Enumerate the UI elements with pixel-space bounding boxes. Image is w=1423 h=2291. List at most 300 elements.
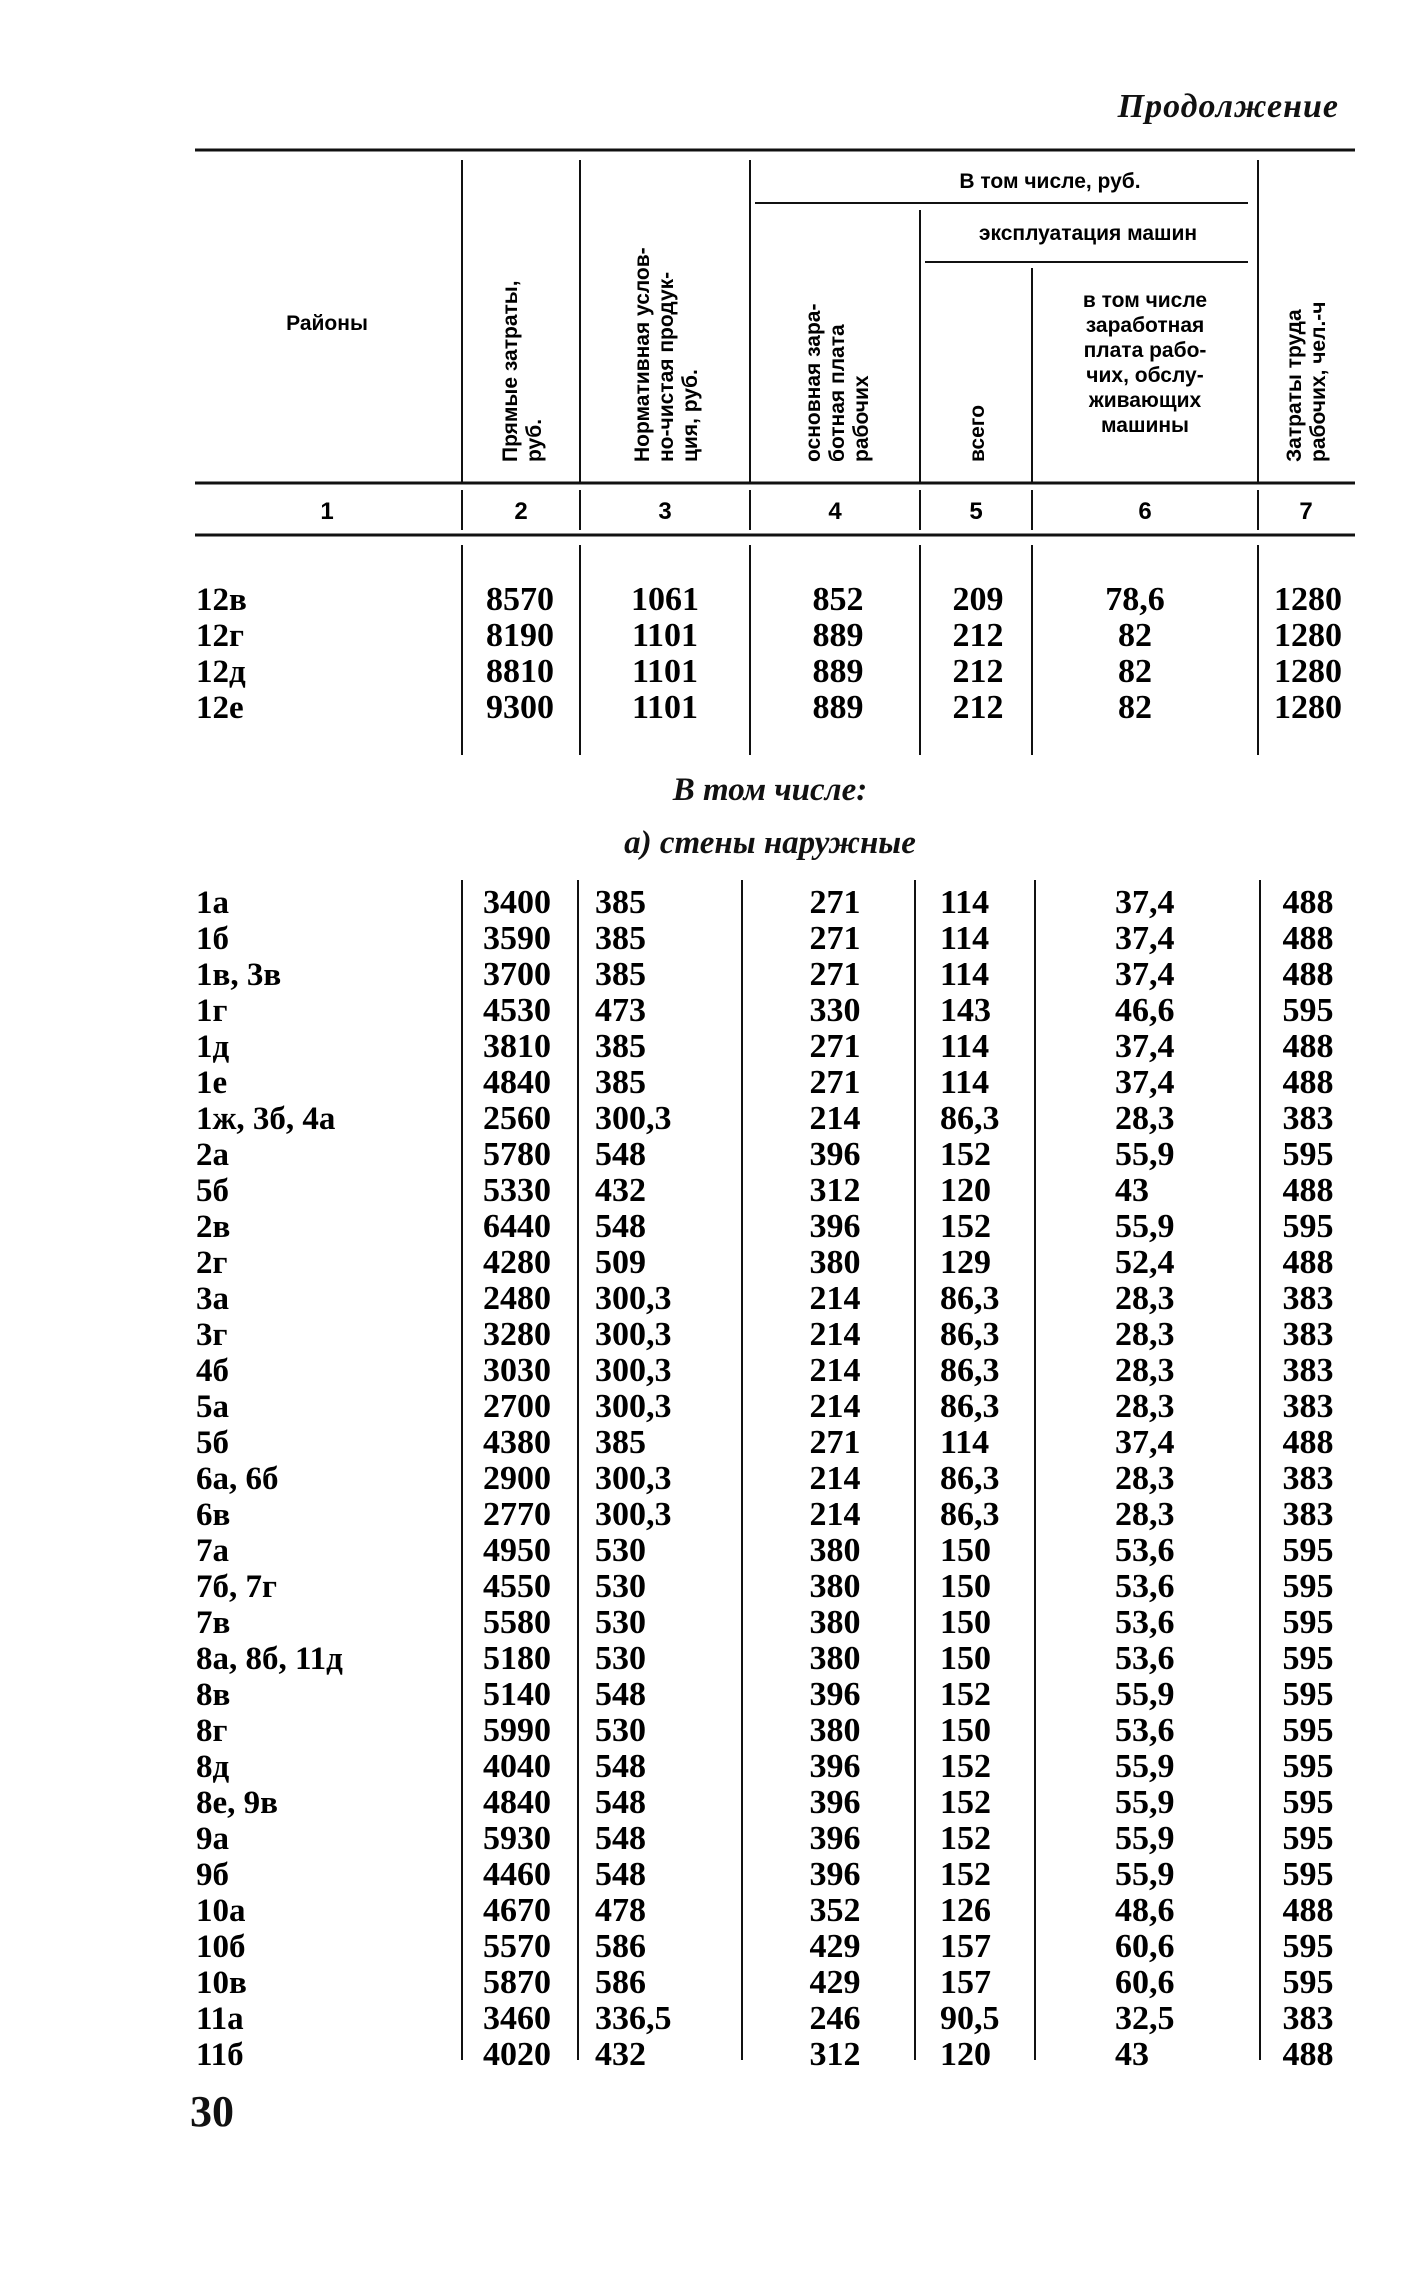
value-cell: 114 [940,956,990,993]
value-cell: 548 [595,1676,646,1713]
value-cell: 2700 [483,1388,551,1425]
walls-row [196,2036,1334,2073]
value-cell: 595 [1282,1676,1334,1713]
value-cell: 4550 [483,1568,551,1605]
value-cell: 548 [595,1784,646,1821]
walls-row [196,1208,1334,1245]
value-cell: 152 [940,1676,991,1713]
value-cell: 595 [1282,1568,1334,1605]
value-cell: 488 [1282,920,1334,957]
base-wage-header: рабочих [850,375,873,462]
value-cell: 150 [940,1640,991,1677]
value-cell: 595 [1282,1136,1334,1173]
column-number: 5 [969,498,983,525]
value-cell: 37,4 [1115,1424,1175,1461]
value-cell: 4040 [483,1748,551,1785]
value-cell: 114 [940,884,990,921]
value-cell: 28,3 [1115,1316,1175,1353]
value-cell: 53,6 [1115,1712,1175,1749]
value-cell: 488 [1282,956,1334,993]
labor-costs-header: Затраты труда [1283,309,1306,462]
walls-row [196,884,1334,921]
value-cell: 53,6 [1115,1604,1175,1641]
value-cell: 380 [809,1532,861,1569]
value-cell: 396 [809,1784,861,1821]
column-number: 3 [658,498,672,525]
operator-wage-header: плата рабо- [1083,339,1207,362]
top-row [196,689,1342,726]
walls-row [196,1748,1334,1785]
value-cell: 383 [1282,1280,1334,1317]
district-cell: 4б [196,1353,229,1389]
value-cell: 48,6 [1115,1892,1175,1929]
value-cell: 488 [1282,1244,1334,1281]
value-cell: 852 [812,581,864,618]
normative-net-output-header: но-чистая продук- [655,271,678,462]
walls-row [196,1568,1334,1605]
continued-label: Продолжение [1117,88,1339,125]
value-cell: 380 [809,1604,861,1641]
base-wage-header: основная зара- [802,303,825,462]
district-cell: 1в, 3в [196,957,282,993]
value-cell: 86,3 [940,1388,1000,1425]
value-cell: 86,3 [940,1352,1000,1389]
walls-row [196,956,1334,993]
walls-row [196,1928,1334,1965]
value-cell: 385 [595,1424,646,1461]
value-cell: 1101 [631,653,699,690]
value-cell: 4840 [483,1784,551,1821]
value-cell: 4020 [483,2036,551,2073]
districts-header: Районы [286,312,368,335]
value-cell: 157 [940,1928,991,1965]
value-cell: 300,3 [595,1388,672,1425]
value-cell: 28,3 [1115,1460,1175,1497]
walls-row [196,992,1334,1029]
column-number: 4 [828,498,842,525]
value-cell: 4530 [483,992,551,1029]
district-cell: 8д [196,1749,230,1785]
value-cell: 271 [809,884,861,921]
district-cell: 3а [196,1281,229,1317]
value-cell: 383 [1282,1388,1334,1425]
value-cell: 300,3 [595,1352,672,1389]
value-cell: 488 [1282,1892,1334,1929]
value-cell: 488 [1282,1172,1334,1209]
value-cell: 86,3 [940,1460,1000,1497]
value-cell: 595 [1282,1856,1334,1893]
value-cell: 214 [809,1316,861,1353]
value-cell: 380 [809,1568,861,1605]
value-cell: 214 [809,1496,861,1533]
value-cell: 37,4 [1115,884,1175,921]
district-cell: 2а [196,1137,229,1173]
value-cell: 55,9 [1115,1676,1175,1713]
value-cell: 271 [809,920,861,957]
value-cell: 3460 [483,2000,551,2037]
value-cell: 385 [595,1064,646,1101]
value-cell: 152 [940,1748,991,1785]
normative-net-output-header: ция, руб. [679,369,702,462]
value-cell: 3280 [483,1316,551,1353]
value-cell: 330 [809,992,861,1029]
value-cell: 8190 [486,617,554,654]
value-cell: 595 [1282,1640,1334,1677]
value-cell: 396 [809,1676,861,1713]
district-cell: 12в [196,582,247,618]
value-cell: 120 [940,2036,991,2073]
value-cell: 595 [1282,1784,1334,1821]
direct-costs-header: Прямые затраты, [499,280,522,462]
value-cell: 595 [1282,1208,1334,1245]
value-cell: 889 [812,617,864,654]
walls-row [196,1532,1334,1569]
district-cell: 11б [196,2037,244,2073]
value-cell: 548 [595,1748,646,1785]
top-row [196,581,1342,618]
value-cell: 530 [595,1604,646,1641]
value-cell: 212 [952,689,1004,726]
value-cell: 300,3 [595,1496,672,1533]
walls-row [196,920,1334,957]
district-cell: 1е [196,1065,228,1101]
value-cell: 383 [1282,2000,1334,2037]
value-cell: 1280 [1274,581,1342,618]
value-cell: 3030 [483,1352,551,1389]
value-cell: 432 [595,2036,646,2073]
value-cell: 312 [809,2036,861,2073]
district-cell: 12е [196,690,244,726]
value-cell: 385 [595,920,646,957]
value-cell: 37,4 [1115,1028,1175,1065]
labor-costs-header: рабочих, чел.-ч [1307,301,1330,462]
district-cell: 8г [196,1713,228,1749]
district-cell: 10б [196,1929,246,1965]
walls-row [196,1964,1334,2001]
operator-wage-header: заработная [1085,314,1205,337]
value-cell: 120 [940,1172,991,1209]
value-cell: 55,9 [1115,1748,1175,1785]
walls-row [196,1388,1334,1425]
value-cell: 595 [1282,1964,1334,2001]
value-cell: 271 [809,1424,861,1461]
district-cell: 5б [196,1173,229,1209]
value-cell: 530 [595,1532,646,1569]
value-cell: 2480 [483,1280,551,1317]
value-cell: 150 [940,1712,991,1749]
value-cell: 1061 [631,581,699,618]
value-cell: 78,6 [1105,581,1165,618]
value-cell: 152 [940,1784,991,1821]
value-cell: 8570 [486,581,554,618]
value-cell: 53,6 [1115,1568,1175,1605]
value-cell: 2560 [483,1100,551,1137]
district-cell: 2г [196,1245,228,1281]
value-cell: 152 [940,1208,991,1245]
value-cell: 509 [595,1244,646,1281]
value-cell: 1280 [1274,617,1342,654]
value-cell: 150 [940,1568,991,1605]
value-cell: 6440 [483,1208,551,1245]
value-cell: 212 [952,617,1004,654]
walls-row [196,1496,1334,1533]
walls-row [196,1640,1334,1677]
value-cell: 4670 [483,1892,551,1929]
value-cell: 432 [595,1172,646,1209]
district-cell: 7а [196,1533,229,1569]
value-cell: 271 [809,1064,861,1101]
value-cell: 595 [1282,1928,1334,1965]
top-row [196,617,1342,654]
walls-row [196,1100,1334,1137]
value-cell: 114 [940,1424,990,1461]
value-cell: 595 [1282,1604,1334,1641]
value-cell: 114 [940,1064,990,1101]
value-cell: 28,3 [1115,1496,1175,1533]
value-cell: 60,6 [1115,1964,1175,2001]
value-cell: 488 [1282,884,1334,921]
value-cell: 271 [809,1028,861,1065]
value-cell: 82 [1118,617,1152,654]
value-cell: 5930 [483,1820,551,1857]
value-cell: 5180 [483,1640,551,1677]
value-cell: 1280 [1274,689,1342,726]
value-cell: 212 [952,653,1004,690]
value-cell: 548 [595,1820,646,1857]
district-cell: 9б [196,1857,229,1893]
district-cell: 1д [196,1029,230,1065]
section-title: В том числе: [672,772,868,808]
subsection-title: а) стены наружные [624,825,916,861]
value-cell: 530 [595,1712,646,1749]
district-cell: 10а [196,1893,246,1929]
district-cell: 11а [196,2001,244,2037]
walls-row [196,1892,1334,1929]
district-cell: 1ж, 3б, 4а [196,1101,336,1137]
value-cell: 152 [940,1136,991,1173]
value-cell: 214 [809,1460,861,1497]
district-cell: 2в [196,1209,231,1245]
value-cell: 396 [809,1748,861,1785]
value-cell: 43 [1115,1172,1149,1209]
value-cell: 5870 [483,1964,551,2001]
walls-row [196,1028,1334,1065]
value-cell: 37,4 [1115,956,1175,993]
value-cell: 5780 [483,1136,551,1173]
value-cell: 114 [940,1028,990,1065]
value-cell: 152 [940,1856,991,1893]
value-cell: 300,3 [595,1460,672,1497]
walls-row [196,1784,1334,1821]
value-cell: 55,9 [1115,1784,1175,1821]
value-cell: 478 [595,1892,646,1929]
value-cell: 300,3 [595,1100,672,1137]
district-cell: 7в [196,1605,231,1641]
walls-row [196,1460,1334,1497]
column-number: 1 [320,498,334,525]
value-cell: 383 [1282,1496,1334,1533]
operator-wage-header: машины [1101,414,1189,437]
district-cell: 12г [196,618,244,654]
value-cell: 214 [809,1100,861,1137]
value-cell: 28,3 [1115,1100,1175,1137]
district-cell: 8а, 8б, 11д [196,1641,343,1677]
value-cell: 53,6 [1115,1640,1175,1677]
walls-row [196,1352,1334,1389]
value-cell: 380 [809,1712,861,1749]
value-cell: 312 [809,1172,861,1209]
value-cell: 586 [595,1928,646,1965]
value-cell: 152 [940,1820,991,1857]
value-cell: 2770 [483,1496,551,1533]
walls-row [196,1856,1334,1893]
value-cell: 86,3 [940,1280,1000,1317]
district-cell: 6в [196,1497,231,1533]
value-cell: 214 [809,1352,861,1389]
walls-row [196,1424,1334,1461]
value-cell: 86,3 [940,1100,1000,1137]
value-cell: 595 [1282,1712,1334,1749]
value-cell: 4280 [483,1244,551,1281]
machine-operation-header: эксплуатация машин [978,222,1198,245]
district-cell: 7б, 7г [196,1569,277,1605]
district-cell: 1б [196,921,229,957]
district-cell: 8в [196,1677,231,1713]
value-cell: 889 [812,689,864,726]
value-cell: 126 [940,1892,991,1929]
value-cell: 143 [940,992,991,1029]
value-cell: 595 [1282,1532,1334,1569]
district-cell: 12д [196,654,246,690]
value-cell: 150 [940,1604,991,1641]
walls-row [196,1316,1334,1353]
value-cell: 82 [1118,653,1152,690]
value-cell: 5570 [483,1928,551,1965]
value-cell: 595 [1282,992,1334,1029]
value-cell: 43 [1115,2036,1149,2073]
value-cell: 429 [809,1928,861,1965]
direct-costs-header: руб. [523,418,546,462]
operator-wage-header: живающих [1088,389,1202,412]
value-cell: 246 [809,2000,861,2037]
value-cell: 9300 [486,689,554,726]
value-cell: 380 [809,1640,861,1677]
value-cell: 530 [595,1568,646,1605]
value-cell: 37,4 [1115,1064,1175,1101]
walls-row [196,1712,1334,1749]
value-cell: 55,9 [1115,1820,1175,1857]
walls-row [196,1064,1334,1101]
value-cell: 52,4 [1115,1244,1175,1281]
value-cell: 385 [595,956,646,993]
value-cell: 595 [1282,1748,1334,1785]
value-cell: 4460 [483,1856,551,1893]
value-cell: 53,6 [1115,1532,1175,1569]
walls-row [196,1136,1334,1173]
value-cell: 2900 [483,1460,551,1497]
value-cell: 82 [1118,689,1152,726]
value-cell: 86,3 [940,1496,1000,1533]
walls-row [196,1676,1334,1713]
value-cell: 28,3 [1115,1388,1175,1425]
value-cell: 336,5 [595,2000,672,2037]
value-cell: 55,9 [1115,1208,1175,1245]
value-cell: 114 [940,920,990,957]
value-cell: 8810 [486,653,554,690]
value-cell: 383 [1282,1352,1334,1389]
value-cell: 383 [1282,1460,1334,1497]
value-cell: 396 [809,1208,861,1245]
district-cell: 3г [196,1317,228,1353]
value-cell: 4950 [483,1532,551,1569]
value-cell: 5140 [483,1676,551,1713]
top-row [196,653,1342,690]
value-cell: 429 [809,1964,861,2001]
district-cell: 1г [196,993,228,1029]
walls-row [196,2000,1334,2037]
district-cell: 5а [196,1389,229,1425]
value-cell: 383 [1282,1316,1334,1353]
value-cell: 90,5 [940,2000,1000,2037]
district-cell: 5б [196,1425,229,1461]
page-number: 30 [190,2087,234,2136]
value-cell: 214 [809,1388,861,1425]
total-header: всего [966,404,989,462]
value-cell: 1101 [631,689,699,726]
value-cell: 889 [812,653,864,690]
value-cell: 595 [1282,1820,1334,1857]
column-number: 6 [1138,498,1152,525]
base-wage-header: ботная плата [826,324,849,462]
normative-net-output-header: Нормативная услов- [631,247,654,462]
walls-row [196,1280,1334,1317]
value-cell: 209 [952,581,1004,618]
value-cell: 37,4 [1115,920,1175,957]
value-cell: 214 [809,1280,861,1317]
value-cell: 150 [940,1532,991,1569]
value-cell: 55,9 [1115,1136,1175,1173]
value-cell: 396 [809,1856,861,1893]
value-cell: 46,6 [1115,992,1175,1029]
value-cell: 473 [595,992,646,1029]
value-cell: 396 [809,1136,861,1173]
value-cell: 3400 [483,884,551,921]
value-cell: 86,3 [940,1316,1000,1353]
value-cell: 5580 [483,1604,551,1641]
value-cell: 488 [1282,1064,1334,1101]
value-cell: 5990 [483,1712,551,1749]
value-cell: 3700 [483,956,551,993]
value-cell: 488 [1282,1028,1334,1065]
value-cell: 586 [595,1964,646,2001]
value-cell: 55,9 [1115,1856,1175,1893]
value-cell: 129 [940,1244,991,1281]
value-cell: 488 [1282,2036,1334,2073]
walls-row [196,1244,1334,1281]
value-cell: 4380 [483,1424,551,1461]
value-cell: 352 [809,1892,861,1929]
value-cell: 385 [595,884,646,921]
value-cell: 28,3 [1115,1352,1175,1389]
district-cell: 9а [196,1821,229,1857]
column-number: 7 [1299,498,1313,525]
value-cell: 530 [595,1640,646,1677]
value-cell: 385 [595,1028,646,1065]
value-cell: 300,3 [595,1280,672,1317]
value-cell: 271 [809,956,861,993]
district-cell: 10в [196,1965,247,2001]
operator-wage-header: в том числе [1082,289,1208,312]
